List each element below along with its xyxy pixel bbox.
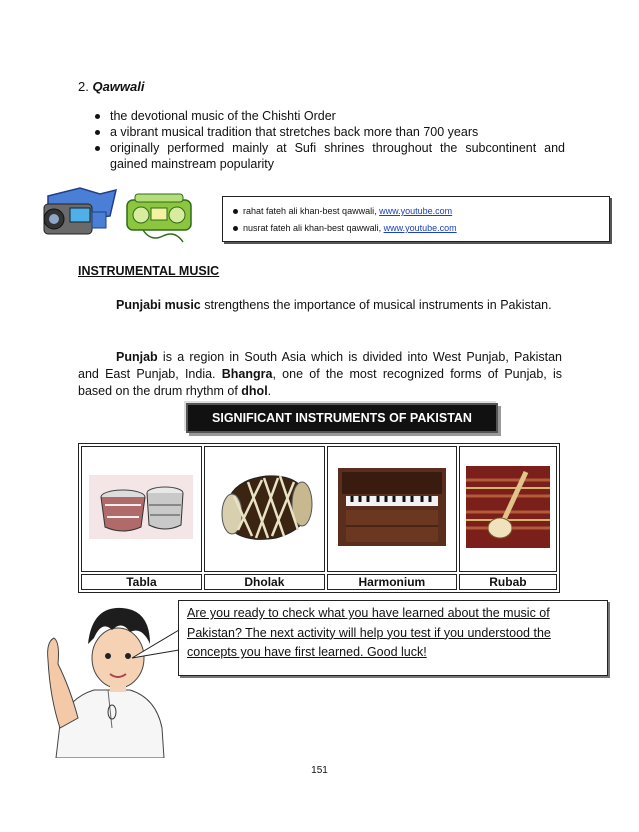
rubab-icon — [466, 466, 550, 548]
dholak-icon — [212, 466, 316, 548]
harmonium-icon — [336, 466, 448, 548]
bullet-icon — [233, 209, 238, 214]
bold-term: dhol — [241, 384, 268, 398]
media-link-label: nusrat fateh ali khan-best qawwali, — [243, 223, 384, 233]
instrument-label: Harmonium — [327, 574, 457, 590]
instruments-banner: SIGNIFICANT INSTRUMENTS OF PAKISTAN — [186, 403, 498, 433]
youtube-link[interactable]: www.youtube.com — [379, 206, 453, 216]
bold-term: Bhangra — [221, 367, 273, 381]
instrument-label: Dholak — [204, 574, 325, 590]
bold-term: Punjab — [116, 350, 158, 364]
speech-text: Are you ready to check what you have learned about the music of Pakistan? The next activity will help you test if you understood the concepts you have first learned. Good luck! — [187, 606, 551, 659]
radio-icon — [123, 190, 197, 246]
punjab-paragraph — [78, 349, 562, 400]
section-heading — [78, 79, 145, 94]
rubab-image-cell — [459, 446, 557, 572]
qawwali-bullet-list — [95, 108, 565, 172]
punjabi-music-paragraph — [78, 297, 562, 314]
tabla-icon — [89, 475, 193, 539]
list-item: originally performed mainly at Sufi shrines throughout the subcontinent and gained mainstream popularity — [95, 140, 565, 172]
list-item: a vibrant musical tradition that stretches back more than 700 years — [95, 124, 565, 140]
youtube-link[interactable]: www.youtube.com — [383, 223, 457, 233]
paragraph-text: strengthens the importance of musical instruments in Pakistan. — [200, 298, 552, 312]
dholak-image-cell — [204, 446, 325, 572]
paragraph-text: . — [267, 384, 272, 398]
paragraph-text: , one of the most recognized forms of Punjab, is based on the drum rhythm of — [78, 367, 562, 398]
instrumental-heading: INSTRUMENTAL MUSIC — [78, 264, 220, 278]
camcorder-icon — [40, 186, 118, 244]
cartoon-boy-icon — [38, 598, 170, 758]
media-link-row — [233, 223, 457, 233]
speech-bubble-tail — [130, 628, 182, 668]
media-link-label: rahat fateh ali khan-best qawwali, — [243, 206, 380, 216]
media-link-row — [233, 206, 452, 216]
page-number: 151 — [311, 765, 328, 776]
bold-term: Punjabi music — [116, 298, 201, 312]
list-item: the devotional music of the Chishti Order — [95, 108, 565, 124]
tabla-image-cell — [81, 446, 202, 572]
instrument-label: Tabla — [81, 574, 202, 590]
media-links-box — [222, 196, 610, 242]
instrument-label: Rubab — [459, 574, 557, 590]
instruments-table — [78, 443, 560, 593]
section-number: 2. — [78, 79, 89, 94]
paragraph-text: is a region in South Asia which is divided into West Punjab, Pakistan and East Punjab, India. — [78, 350, 562, 381]
harmonium-image-cell — [327, 446, 457, 572]
bullet-icon — [233, 226, 238, 231]
speech-bubble — [178, 600, 608, 676]
section-title: Qawwali — [92, 79, 145, 94]
